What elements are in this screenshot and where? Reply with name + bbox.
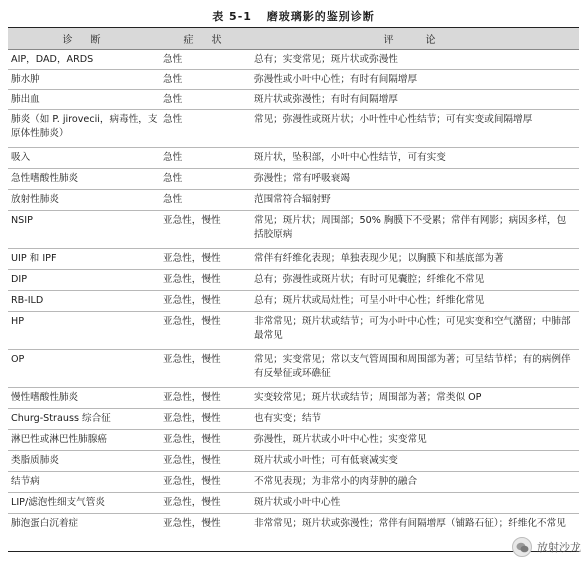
cell-diagnosis: 吸入 bbox=[11, 152, 31, 163]
diagnosis-table bbox=[8, 27, 579, 552]
cell-diagnosis: RB-ILD bbox=[11, 295, 44, 306]
table-row bbox=[8, 50, 579, 70]
cell-comment: 也有实变；结节 bbox=[254, 413, 322, 424]
table-title bbox=[0, 8, 587, 24]
cell-symptom: 急性 bbox=[163, 194, 183, 205]
cell-comment: 斑片状或弥漫性；有时有间隔增厚 bbox=[254, 94, 398, 105]
cell-symptom: 亚急性，慢性 bbox=[163, 497, 221, 508]
cell-symptom: 急性 bbox=[163, 114, 183, 125]
table-row bbox=[8, 388, 579, 409]
table-row bbox=[8, 472, 579, 493]
table-row bbox=[8, 493, 579, 514]
cell-symptom: 亚急性，慢性 bbox=[163, 518, 221, 529]
table-row bbox=[8, 90, 579, 110]
table-row bbox=[8, 270, 579, 291]
cell-diagnosis: 结节病 bbox=[11, 476, 40, 487]
cell-diagnosis: 类脂质肺炎 bbox=[11, 455, 59, 466]
cell-comment: 实变较常见；斑片状或结节；周围部为著；常类似 OP bbox=[254, 392, 482, 403]
cell-comment: 常见；弥漫性或斑片状；小叶性中心性结节；可有实变或间隔增厚 bbox=[254, 114, 533, 125]
cell-comment: 弥漫性或小叶中心性；有时有间隔增厚 bbox=[254, 74, 418, 85]
cell-comment: 斑片状或小叶中心性 bbox=[254, 497, 341, 508]
table-row bbox=[8, 409, 579, 430]
cell-diagnosis: Churg-Strauss 综合征 bbox=[11, 413, 111, 424]
cell-comment: 不常见表现；为非常小的肉芽肿的融合 bbox=[254, 476, 418, 487]
table-row bbox=[8, 211, 579, 249]
header-diagnosis: 诊 断 bbox=[62, 35, 105, 46]
cell-diagnosis: 淋巴性或淋巴性肺腺癌 bbox=[11, 434, 107, 445]
cell-comment: 范围常符合辐射野 bbox=[254, 194, 331, 205]
header-symptom: 症 状 bbox=[183, 35, 226, 46]
cell-symptom: 亚急性，慢性 bbox=[163, 354, 221, 365]
table-row bbox=[8, 249, 579, 270]
table-row bbox=[8, 110, 579, 148]
cell-symptom: 亚急性，慢性 bbox=[163, 295, 221, 306]
cell-comment: 弥漫性，斑片状或小叶中心性；实变常见 bbox=[254, 434, 427, 445]
table-number: 表 5-1 bbox=[212, 10, 252, 23]
table-row bbox=[8, 451, 579, 472]
cell-diagnosis: 急性嗜酸性肺炎 bbox=[11, 173, 79, 184]
watermark-text: 放射沙龙 bbox=[537, 541, 581, 554]
cell-diagnosis: AIP，DAD，ARDS bbox=[11, 54, 94, 65]
table-header bbox=[8, 28, 579, 50]
cell-symptom: 急性 bbox=[163, 74, 183, 85]
cell-diagnosis: 放射性肺炎 bbox=[11, 194, 59, 205]
cell-diagnosis: 肺出血 bbox=[11, 94, 40, 105]
cell-comment: 斑片状或小叶性；可有低衰减实变 bbox=[254, 455, 398, 466]
cell-comment: 总有；实变常见；斑片状或弥漫性 bbox=[254, 54, 398, 65]
cell-symptom: 亚急性，慢性 bbox=[163, 274, 221, 285]
cell-comment: 总有；斑片状或局灶性；可呈小叶中心性；纤维化常见 bbox=[254, 295, 485, 306]
cell-symptom: 亚急性，慢性 bbox=[163, 476, 221, 487]
cell-symptom: 亚急性，慢性 bbox=[163, 413, 221, 424]
table-caption: 磨玻璃影的鉴别诊断 bbox=[266, 10, 375, 23]
cell-comment: 弥漫性；常有呼吸衰竭 bbox=[254, 173, 350, 184]
cell-comment: 非常常见；斑片状或弥漫性；常伴有间隔增厚（铺路石征）；纤维化不常见 bbox=[254, 518, 566, 529]
table-row bbox=[8, 514, 579, 552]
watermark bbox=[512, 537, 581, 557]
cell-symptom: 亚急性，慢性 bbox=[163, 215, 221, 226]
cell-symptom: 亚急性，慢性 bbox=[163, 434, 221, 445]
cell-symptom: 亚急性，慢性 bbox=[163, 455, 221, 466]
table-row bbox=[8, 70, 579, 90]
cell-symptom: 急性 bbox=[163, 173, 183, 184]
cell-diagnosis: 肺泡蛋白沉着症 bbox=[11, 518, 79, 529]
cell-comment: 斑片状，坠积部，小叶中心性结节，可有实变 bbox=[254, 152, 446, 163]
cell-diagnosis: DIP bbox=[11, 274, 28, 285]
cell-comment: 常伴有纤维化表现；单独表现少见；以胸膜下和基底部为著 bbox=[254, 253, 504, 264]
table-row bbox=[8, 312, 579, 350]
cell-diagnosis: LIP/滤泡性细支气管炎 bbox=[11, 497, 105, 508]
cell-comment: 常见；实变常见；常以支气管周围和周围部为著；可呈结节样；有的病例伴有反晕征或环礁征 bbox=[254, 354, 571, 379]
table-row bbox=[8, 430, 579, 451]
table-row bbox=[8, 190, 579, 211]
cell-symptom: 急性 bbox=[163, 152, 183, 163]
cell-comment: 非常常见；斑片状或结节；可为小叶中心性；可见实变和空气潴留；中肺部最常见 bbox=[254, 316, 571, 341]
cell-symptom: 亚急性，慢性 bbox=[163, 392, 221, 403]
table-row bbox=[8, 350, 579, 388]
cell-symptom: 亚急性，慢性 bbox=[163, 316, 221, 327]
cell-diagnosis: NSIP bbox=[11, 215, 33, 226]
cell-diagnosis: OP bbox=[11, 354, 25, 365]
cell-comment: 总有；弥漫性或斑片状；有时可见囊腔；纤维化不常见 bbox=[254, 274, 485, 285]
wechat-icon bbox=[512, 537, 532, 557]
header-comment: 评 论 bbox=[383, 35, 440, 46]
cell-diagnosis: UIP 和 IPF bbox=[11, 253, 57, 264]
cell-symptom: 急性 bbox=[163, 54, 183, 65]
cell-symptom: 亚急性，慢性 bbox=[163, 253, 221, 264]
cell-comment: 常见；斑片状；周围部；50% 胸膜下不受累；常伴有网影；病因多样，包括胶原病 bbox=[254, 215, 567, 240]
cell-symptom: 急性 bbox=[163, 94, 183, 105]
cell-diagnosis: 慢性嗜酸性肺炎 bbox=[11, 392, 79, 403]
table-row bbox=[8, 291, 579, 312]
cell-diagnosis: 肺炎（如 P. jirovecii，病毒性，支原体性肺炎） bbox=[11, 114, 158, 139]
cell-diagnosis: 肺水肿 bbox=[11, 74, 40, 85]
table-row bbox=[8, 148, 579, 169]
cell-diagnosis: HP bbox=[11, 316, 24, 327]
table-row bbox=[8, 169, 579, 190]
